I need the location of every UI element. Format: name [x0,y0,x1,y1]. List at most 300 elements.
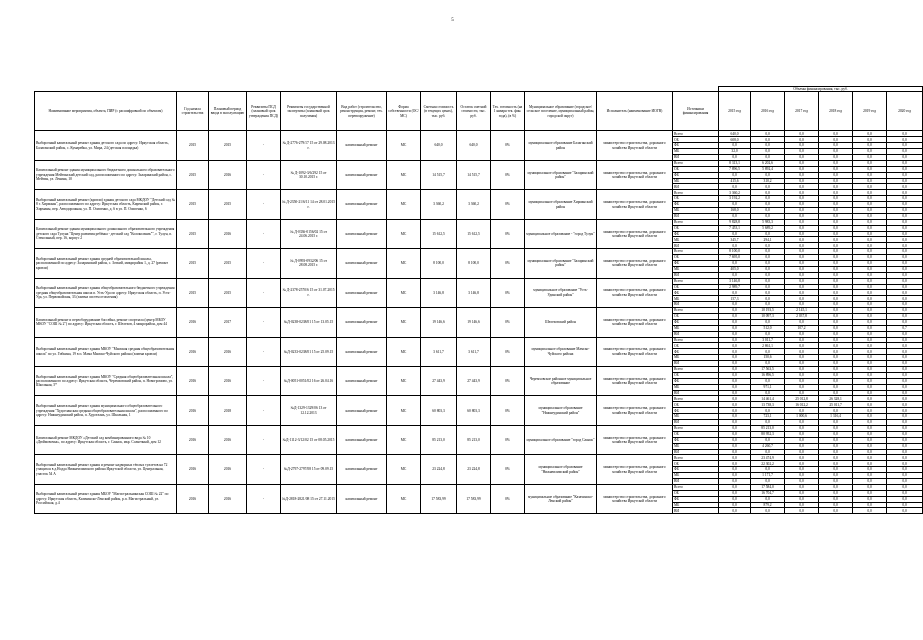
cell-funding-value: 0,0 [853,131,887,137]
cell-executor: министерство строительства, дорожного хозяйства Иркутской области [597,337,673,366]
cell-cost: 640,0 [421,131,457,160]
column-header: Сметная стоимость (в текущих ценах), тыс. руб. [421,92,457,131]
cell-funding-value: 0,0 [853,484,887,490]
cell-cost: 17 583,99 [421,484,457,513]
cell-fund-source: ВИ [673,508,719,514]
cell-funding-value: 0,0 [887,384,923,390]
cell-funding-value: 0,0 [819,172,853,178]
cell-funding-value: 0,0 [751,190,785,196]
cell-ownership: МС [387,484,421,513]
cell-funding-value: 0,0 [785,473,819,479]
cell-fund-source: Всего [673,249,719,255]
cell-remaining: 8 100,0 [457,249,491,278]
cell-fund-source: ВИ [673,478,719,484]
cell-name: Выборочный капитальный ремонт здания МБОУ "Магистральнинская СОШ № 22" по адресу: Иркутская область, Казачинско-Ленский район, р.п. Магистральный, ул. Российская, д.4 [35,484,177,513]
cell-funding-value: 0,0 [819,443,853,449]
cell-fund-source: ВИ [673,331,719,337]
cell-funding-value: 0,0 [887,149,923,155]
cell-funding-value: 0,0 [853,249,887,255]
cell-funding-value: 0,0 [819,331,853,337]
cell-name: Выборочный капитальный ремонт здания муниципального общеобразовательного учреждения "Худоеланская средняя общеобразовательная школа", расположенного по адресу: Нижнеудинский район, п. Худоелань, ул. Школьная, 1 [35,396,177,425]
cell-funding-value: 0,0 [719,425,751,431]
cell-municipality: муниципальное образование "Заларинский район" [525,249,597,278]
cell-funding-value: 0,0 [853,261,887,267]
cell-funding-value: 0,0 [853,331,887,337]
cell-remaining: 27 443,9 [457,367,491,396]
cell-funding-value: 0,0 [751,261,785,267]
cell-work: капитальный ремонт [337,308,387,337]
cell-funding-value: 0,0 [853,154,887,160]
cell-funding-value: 0,0 [887,166,923,172]
cell-municipality: муниципальное образование "Нижнеилимский район" [525,455,597,484]
cell-funding-value: 0,0 [819,278,853,284]
cell-funding-value: 0,0 [719,343,751,349]
cell-commission: 2017 [209,308,247,337]
cell-ownership: МС [387,249,421,278]
cell-funding-value: 0,0 [887,420,923,426]
cell-funding-value: 157,3 [719,296,751,302]
cell-funding-value: 0,0 [853,378,887,384]
cell-funding-value: 0,0 [785,461,819,467]
cell-funding-value: 0,0 [719,484,751,490]
cell-funding-value: 0,0 [819,149,853,155]
cell-funding-value: 0,0 [853,314,887,320]
cell-funding-value: 0,0 [751,131,785,137]
cell-start: 2016 [177,367,209,396]
cell-funding-value: 0,0 [853,325,887,331]
cell-start: 2015 [177,190,209,219]
cell-start: 2015 [177,160,209,189]
cell-funding-value: 0,0 [819,255,853,261]
cell-expertise: №Д-0233-0238/01 15 от 25.09.15 [281,337,337,366]
year-header: 2017 год [785,92,819,131]
cell-funding-value: 608,0 [719,137,751,143]
cell-expertise: № Д-2350-21/6/11 14 от 28.01.2015 г. [281,190,337,219]
column-header: Год начала строительства [177,92,209,131]
cell-cost: 27 443,9 [421,367,457,396]
cell-work: капитальный ремонт [337,131,387,160]
cell-funding-value: 0,0 [853,420,887,426]
cell-funding-value: 0,0 [751,478,785,484]
cell-funding-value: 80 952,3 [751,431,785,437]
cell-name: Выборочный капитальный ремонт здания общеобразовательного бюджетного учреждения средняя общеобразовательная школа п. Усть-Уда по адресу: Иркутская область, п. Усть-Уда, ул. Первомайская, 33 (замена систем отопления) [35,278,177,307]
cell-cost: 23 224,8 [421,455,457,484]
cell-funding-value: 0,0 [887,343,923,349]
cell-funding-value: 0,0 [887,473,923,479]
cell-commission: 2015 [209,131,247,160]
cell-funding-value: 0,0 [819,237,853,243]
cell-fund-source: ФБ [673,437,719,443]
cell-funding-value: 0,0 [819,190,853,196]
cell-funding-value: 0,0 [887,172,923,178]
cell-funding-value: 0,0 [819,160,853,166]
cell-commission: 2016 [209,160,247,189]
cell-funding-value: 14 461,4 [751,396,785,402]
cell-cost: 85 213,0 [421,425,457,454]
cell-commission: 2016 [209,455,247,484]
cell-funding-value: 0,0 [819,478,853,484]
cell-funding-value: 0,0 [887,355,923,361]
cell-work: капитальный ремонт [337,455,387,484]
cell-funding-value: 0,0 [887,484,923,490]
cell-funding-value: 0,0 [887,196,923,202]
cell-funding-value: 0,0 [751,349,785,355]
cell-funding-value: 0,0 [819,455,853,461]
cell-fund-source: ФБ [673,290,719,296]
cell-funding-value: 85 213,0 [751,425,785,431]
cell-funding-value: 0,0 [785,290,819,296]
funding-volume-header: Объемы финансирования, тыс. руб. [719,87,923,92]
cell-funding-value: 0,0 [751,255,785,261]
cell-fund-source: ФБ [673,143,719,149]
cell-municipality: Черемховское районное муниципальное образование [525,367,597,396]
cell-expertise: № Д-1092-3/6/292 15 от 30.10.2015 г. [281,160,337,189]
cell-funding-value: 0,0 [751,213,785,219]
cell-funding-value: 0,0 [785,378,819,384]
cell-start: 2016 [177,425,209,454]
cell-funding-value: 0,0 [853,284,887,290]
cell-funding-value: 0,0 [819,378,853,384]
cell-funding-value: 0,0 [751,508,785,514]
cell-funding-value: 0,0 [751,390,785,396]
cell-funding-value: 0,0 [887,154,923,160]
cell-funding-value: 0,0 [853,302,887,308]
cell-funding-value: 0,0 [719,473,751,479]
cell-expertise: № Д-0993-0932/06 15 от 28.08.2015 г. [281,249,337,278]
cell-funding-value: 879,2 [751,502,785,508]
cell-start: 2016 [177,308,209,337]
cell-funding-value: 0,0 [785,278,819,284]
cell-funding-value: 0,0 [819,355,853,361]
cell-funding-value: 0,0 [887,367,923,373]
cell-funding-value: 0,0 [785,467,819,473]
cell-municipality: муниципальное образование "Казачинско-Ленский район" [525,484,597,513]
cell-funding-value: 0,0 [887,290,923,296]
cell-funding-value: 0,0 [853,190,887,196]
cell-funding-value: 0,0 [887,266,923,272]
cell-funding-value: 0,0 [719,337,751,343]
cell-fund-source: ВИ [673,420,719,426]
cell-funding-value: 0,0 [719,496,751,502]
cell-fund-source: МБ [673,149,719,155]
cell-funding-value: 0,0 [785,225,819,231]
cell-funding-value: 0,0 [887,449,923,455]
cell-work: капитальный ремонт [337,160,387,189]
cell-funding-value: 0,0 [719,143,751,149]
cell-funding-value: 0,0 [887,178,923,184]
cell-funding-value: 0,0 [819,490,853,496]
cell-funding-value: 0,0 [853,196,887,202]
cell-funding-value: 0,0 [853,237,887,243]
cell-funding-value: 0,0 [785,272,819,278]
cell-ownership: МС [387,425,421,454]
cell-funding-value: 0,0 [819,284,853,290]
cell-executor: министерство строительства, дорожного хозяйства Иркутской области [597,455,673,484]
cell-funding-value: 0,0 [819,343,853,349]
cell-fund-source: ФБ [673,172,719,178]
cell-funding-value: 0,0 [719,420,751,426]
cell-work: капитальный ремонт [337,278,387,307]
cell-funding-value: 0,0 [819,178,853,184]
cell-funding-value: 0,0 [853,160,887,166]
cell-funding-value: 0,0 [751,302,785,308]
cell-funding-value: 0,0 [751,137,785,143]
cell-funding-value: 0,0 [719,272,751,278]
cell-start: 2015 [177,249,209,278]
cell-funding-value: 2 145,1 [785,308,819,314]
cell-funding-value: 5 689,2 [751,225,785,231]
cell-remaining: 15 612,5 [457,219,491,248]
column-header: Муниципальное образование (городское/сельское поселение, муниципальный район, городской округ) [525,92,597,131]
cell-funding-value: 0,0 [751,467,785,473]
cell-fund-source: ОБ [673,166,719,172]
column-header: Реквизиты ПСД (плановый срок утверждения ПСД) [247,92,281,131]
cell-funding-value: 23 474,9 [751,455,785,461]
cell-funding-value: 0,0 [819,213,853,219]
cell-executor: министерство строительства, дорожного хозяйства Иркутской области [597,278,673,307]
cell-funding-value: 0,0 [785,508,819,514]
cell-funding-value: 0,0 [751,449,785,455]
cell-funding-value: 3 192,2 [719,196,751,202]
cell-funding-value: 0,0 [785,166,819,172]
cell-funding-value: 0,0 [785,408,819,414]
cell-funding-value: 0,0 [887,378,923,384]
cell-fund-source: МБ [673,178,719,184]
cell-ownership: МС [387,396,421,425]
cell-funding-value: 0,0 [785,149,819,155]
cell-funding-value: 1 171,7 [751,473,785,479]
cell-funding-value: 0,0 [853,202,887,208]
cell-fund-source: МБ [673,443,719,449]
cell-funding-value: 0,0 [719,372,751,378]
cell-fund-source: ВИ [673,184,719,190]
cell-expertise: №Д-1112-3/12/02 15 от 08.05.2015 [281,425,337,454]
cell-fund-source: ФБ [673,261,719,267]
cell-ready: 0% [491,367,525,396]
cell-ownership: МС [387,367,421,396]
cell-work: капитальный ремонт [337,337,387,366]
cell-funding-value: 0,0 [719,172,751,178]
cell-funding-value: 0,0 [719,402,751,408]
cell-funding-value: 0,0 [887,160,923,166]
cell-ready: 0% [491,308,525,337]
cell-name: Капитальный ремонт здания муниципального дошкольного образовательного учреждения детского сада Тулуна "Центр развития ребёнка - детский сад "Колокольчик"", г. Тулун, п. Стекольный, пер. 16, корпус 2 [35,219,177,248]
cell-funding-value: 5 983,3 [751,219,785,225]
cell-funding-value: 0,0 [819,367,853,373]
cell-funding-value: 2 861,1 [751,343,785,349]
cell-funding-value: 0,0 [819,337,853,343]
cell-funding-value: 0,0 [719,261,751,267]
cell-psd: - [247,219,281,248]
cell-funding-value: 0,0 [853,361,887,367]
cell-work: капитальный ремонт [337,219,387,248]
cell-funding-value: 0,0 [785,425,819,431]
cell-funding-value: 0,0 [719,437,751,443]
column-header: Форма собственности (ОС/МС) [387,92,421,131]
cell-funding-value: 0,0 [785,231,819,237]
cell-funding-value: 0,0 [853,478,887,484]
cell-funding-value: 0,0 [751,319,785,325]
cell-funding-value: 0,0 [887,414,923,420]
cell-name: Выборочный капитальный ремонт здания МКОУ "Мамская средняя общеобразовательная школа" по ул. Гибкина, 19 в п. Мама Мамско-Чуйского района (замена кровли) [35,337,177,366]
cell-funding-value: 0,0 [853,219,887,225]
cell-funding-value: 0,7 [887,325,923,331]
cell-funding-value: 3 011,7 [751,337,785,343]
cell-fund-source: ОБ [673,255,719,261]
cell-fund-source: ОБ [673,314,719,320]
cell-funding-value: 0,0 [751,266,785,272]
cell-funding-value: 0,0 [887,278,923,284]
cell-remaining: 85 213,0 [457,425,491,454]
cell-fund-source: ОБ [673,225,719,231]
year-header: 2019 год [853,92,887,131]
cell-ready: 0% [491,425,525,454]
cell-funding-value: 0,0 [887,184,923,190]
cell-fund-source: Всего [673,190,719,196]
cell-remaining: 17 583,99 [457,484,491,513]
cell-name: Капитальный ремонт здания муниципального бюджетного дошкольного образовательного учреждения Мейтинский детский сад, расположенного по адресу: Заларинский район, с. Мейтин, ул. Ленина, 10 [35,160,177,189]
cell-psd: - [247,160,281,189]
cell-funding-value: 0,0 [853,296,887,302]
cell-fund-source: Всего [673,396,719,402]
cell-funding-value: 0,0 [785,420,819,426]
cell-funding-value: 0,0 [819,349,853,355]
cell-funding-value: 0,0 [785,390,819,396]
cell-funding-value: 0,0 [853,213,887,219]
cell-start: 2016 [177,337,209,366]
cell-funding-value: 0,0 [751,420,785,426]
cell-funding-value: 0,0 [785,484,819,490]
cell-funding-value: 723,1 [751,414,785,420]
cell-funding-value: 0,0 [853,473,887,479]
cell-funding-value: 0,0 [785,284,819,290]
cell-ready: 0% [491,337,525,366]
cell-funding-value: 7 453,1 [719,225,751,231]
cell-ownership: МС [387,455,421,484]
cell-start: 2016 [177,484,209,513]
cell-ownership: МС [387,278,421,307]
cell-funding-value: 0,0 [719,319,751,325]
cell-funding-value: 0,0 [887,467,923,473]
cell-fund-source: МБ [673,325,719,331]
column-header: Исполнитель (наименование ИОГВ) [597,92,673,131]
cell-name: Капитальный ремонт МКДОУ «Детский сад комбинированного вида № 10 «Дюймовочка», по адресу: Иркутская область, г. Саянск, мкр. Солнечный, дом 12 [35,425,177,454]
cell-work: капитальный ремонт [337,484,387,513]
cell-funding-value: 0,0 [819,290,853,296]
cell-remaining: 640,0 [457,131,491,160]
cell-ready: 0% [491,131,525,160]
cell-funding-value: 0,0 [785,178,819,184]
cell-work: капитальный ремонт [337,425,387,454]
cell-funding-value: 13 738,3 [751,402,785,408]
cell-funding-value: 0,0 [853,443,887,449]
cell-funding-value: 0,0 [853,231,887,237]
cell-funding-value: 0,0 [785,343,819,349]
cell-funding-value: 0,0 [785,355,819,361]
cell-funding-value: 0,0 [887,508,923,514]
cell-municipality: муниципальное образование Мамско-Чуйского района [525,337,597,366]
cell-executor: министерство строительства, дорожного хозяйства Иркутской области [597,190,673,219]
cell-fund-source: ВИ [673,361,719,367]
cell-fund-source: ВИ [673,449,719,455]
cell-ready: 0% [491,396,525,425]
cell-funding-value: 0,0 [853,172,887,178]
cell-funding-value: 0,0 [751,278,785,284]
cell-ready: 0% [491,484,525,513]
cell-remaining: 19 146,6 [457,308,491,337]
cell-funding-value: 0,0 [819,420,853,426]
cell-start: 2015 [177,219,209,248]
cell-funding-value: 0,0 [751,207,785,213]
cell-funding-value: 0,0 [819,196,853,202]
cell-remaining: 3 611,7 [457,337,491,366]
cell-funding-value: 0,0 [719,502,751,508]
cell-funding-value: 0,0 [751,231,785,237]
cell-funding-value: 0,0 [751,249,785,255]
cell-funding-value: 0,0 [785,478,819,484]
cell-cost: 3 146,8 [421,278,457,307]
cell-funding-value: 0,0 [819,266,853,272]
cell-funding-value: 0,0 [719,213,751,219]
cell-funding-value: 0,0 [887,255,923,261]
cell-ownership: МС [387,337,421,366]
cell-fund-source: ФБ [673,202,719,208]
cell-funding-value: 294,1 [751,237,785,243]
cell-municipality: муниципальное образование "Нижнеудинский район" [525,396,597,425]
cell-funding-value: 10 193,5 [751,308,785,314]
cell-funding-value: 0,0 [785,443,819,449]
cell-executor: министерство строительства, дорожного хозяйства Иркутской области [597,131,673,160]
cell-municipality: муниципальное образование Хирманский район [525,190,597,219]
cell-funding-value: 0,0 [853,149,887,155]
cell-funding-value: 0,0 [719,314,751,320]
cell-funding-value: 0,0 [719,355,751,361]
column-header: Остаток сметной стоимости, тыс. руб. [457,92,491,131]
cell-fund-source: МБ [673,266,719,272]
cell-ready: 0% [491,278,525,307]
cell-psd: - [247,425,281,454]
funding-table [34,86,923,514]
cell-funding-value: 0,0 [887,272,923,278]
cell-executor: министерство строительства, дорожного хозяйства Иркутской области [597,160,673,189]
cell-funding-value: 0,0 [719,455,751,461]
cell-ownership: МС [387,219,421,248]
cell-funding-value: 0,0 [819,296,853,302]
cell-funding-value: 0,0 [785,255,819,261]
cell-commission: 2016 [209,367,247,396]
cell-funding-value: 0,0 [785,266,819,272]
cell-funding-value: 0,0 [887,249,923,255]
cell-funding-value: 0,0 [853,308,887,314]
cell-start: 2016 [177,455,209,484]
cell-funding-value: 0,0 [853,343,887,349]
cell-funding-value: 0,0 [853,178,887,184]
cell-funding-value: 0,0 [853,396,887,402]
cell-funding-value: 0,0 [819,496,853,502]
column-header: Источники финансирования [673,92,719,131]
cell-funding-value: 0,0 [785,131,819,137]
cell-funding-value: 0,0 [785,372,819,378]
cell-psd: - [247,308,281,337]
cell-fund-source: ОБ [673,431,719,437]
cell-funding-value: 0,0 [785,184,819,190]
cell-funding-value: 0,0 [887,425,923,431]
cell-funding-value: 0,0 [853,390,887,396]
cell-funding-value: 0,0 [785,261,819,267]
cell-fund-source: ОБ [673,137,719,143]
cell-funding-value: 0,0 [719,243,751,249]
cell-funding-value: 0,0 [887,202,923,208]
